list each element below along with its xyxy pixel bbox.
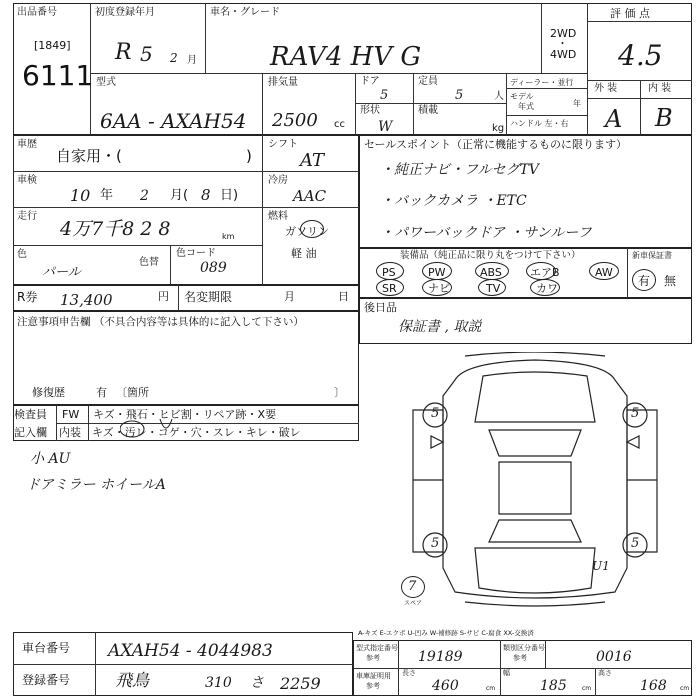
rating-label: 評 価 点	[610, 7, 650, 20]
inspection-month-unit: 月(	[170, 188, 189, 203]
lot-number-label: 出品番号	[17, 7, 57, 18]
registration-era: R	[115, 40, 132, 65]
drive-4wd: 4WD	[550, 48, 577, 61]
equip-pw-circle	[422, 262, 452, 280]
interior-entry-label: 内装	[59, 426, 81, 439]
warranty-no: 無	[664, 274, 677, 288]
fw-text: キズ・飛石・ヒビ割・リペア跡・X要	[93, 408, 277, 421]
inspection-year: 10	[70, 186, 91, 205]
history-value: 自家用・(	[56, 147, 122, 165]
height-unit: cm	[680, 685, 690, 692]
sales-points-label: セールスポイント（正常に機能するものに限ります）	[364, 138, 628, 151]
category-number: 0016	[596, 649, 632, 665]
category-number-label: 類別区分番号	[503, 644, 545, 652]
tire-front-left: 5	[431, 406, 440, 421]
capacity: 5	[455, 88, 464, 103]
color-label: 色	[17, 249, 27, 260]
equip-tv-circle	[478, 279, 506, 296]
color-code: 089	[200, 260, 227, 276]
inspection-day-unit: 日)	[220, 188, 239, 203]
inspection-month: 2	[140, 188, 149, 204]
cert-number-label: 型式指定番号	[356, 644, 398, 652]
equip-tv: TV	[486, 282, 501, 295]
mileage-label: 走行	[17, 211, 37, 222]
history-label: 車歴	[17, 139, 37, 150]
model-year-label: モデル	[510, 92, 534, 101]
notes-label: 注意事項申告欄 （不具合内容等は具体的に記入して下さい）	[17, 316, 304, 328]
width-value: 185	[540, 678, 567, 694]
spare-tire-mark: 7	[408, 579, 417, 594]
equip-navi-circle	[422, 279, 452, 296]
color-code-label: 色コード	[176, 248, 216, 259]
tire-front-right: 5	[631, 406, 640, 421]
year-unit: 年	[573, 99, 581, 108]
ac-label: 冷房	[268, 175, 288, 186]
color-change-label: 色替	[139, 257, 159, 268]
length-unit: cm	[486, 685, 496, 692]
equip-leather: カワ	[536, 282, 558, 295]
displacement: 2500	[272, 110, 318, 131]
handwritten-note-1: 小 AU	[30, 451, 71, 467]
registration-year: 5	[140, 42, 153, 66]
model-code: 6AA - AXAH54	[100, 109, 247, 133]
chassis-label: 車台番号	[22, 641, 71, 655]
inspector-marks	[120, 405, 230, 441]
equip-ps-circle	[376, 262, 404, 280]
sales-point-1: ・純正ナビ・フルセグTV	[380, 162, 539, 178]
equip-ps: PS	[382, 266, 396, 279]
registration-label: 登録番号	[22, 673, 71, 687]
handwritten-note-2: ドアミラー ホイールA	[26, 477, 166, 493]
name-change-month: 月	[284, 290, 295, 303]
shape: W	[378, 119, 393, 135]
equip-pw: PW	[428, 266, 446, 279]
shift-value: AT	[300, 150, 325, 171]
load-unit: kg	[492, 123, 505, 134]
garage-cert-label: 車庫証明用	[356, 672, 391, 680]
sales-point-2: ・バックカメラ ・ETC	[380, 193, 527, 209]
load-label: 積載	[418, 105, 438, 116]
equipment-label: 装備品（純正品に限り丸をつけて下さい）	[400, 250, 581, 261]
cert-number-label2: 参考	[366, 654, 380, 662]
shift-label: シフト	[268, 139, 298, 150]
tire-rear-left: 5	[431, 536, 440, 551]
inspection-year-unit: 年	[100, 188, 114, 203]
tire-rear-right: 5	[631, 536, 640, 551]
vehicle-condition-diagram	[395, 352, 675, 612]
doors-label: ドア	[360, 76, 380, 87]
equip-abs: ABS	[480, 266, 502, 279]
warranty-yes-circle	[632, 269, 656, 291]
after-documents-value: 保証書 , 取説	[398, 319, 482, 335]
exterior-grade: A	[605, 105, 623, 133]
capacity-unit: 人	[494, 91, 504, 102]
equip-leather-circle	[530, 279, 560, 296]
fuel-label: 燃料	[268, 211, 288, 222]
equip-navi: ナビ	[428, 282, 450, 295]
sales-point-3: ・パワーバックドア ・サンルーフ	[380, 225, 592, 241]
displacement-label: 排気量	[268, 77, 298, 88]
recycle-label: R券	[17, 290, 38, 304]
name-grade-label: 車名・グレード	[210, 7, 280, 18]
width-label: 幅	[503, 669, 510, 677]
repair-history-close: 〕	[334, 386, 345, 399]
entry-label: 記入欄	[14, 426, 47, 439]
name-grade: RAV4 HV G	[270, 42, 422, 72]
month-unit: 月	[187, 55, 197, 66]
category-number-label2: 参考	[513, 654, 527, 662]
fuel-gasoline: ガソリン	[285, 225, 329, 238]
name-change-day: 日	[338, 290, 349, 303]
registration-month: 2	[170, 51, 178, 65]
fw-label: FW	[62, 408, 80, 421]
equip-abs-circle	[475, 262, 509, 280]
recycle-value: 13,400	[60, 291, 113, 309]
damage-mark-u1: U1	[592, 559, 610, 573]
interior-label: 内 装	[648, 83, 672, 94]
drive-2wd: 2WD	[550, 27, 577, 40]
length-label: 長さ	[402, 669, 416, 677]
model-label: 型式	[96, 77, 116, 88]
equip-aw: AW	[595, 266, 613, 279]
damage-legend: A-キズ E-エクボ U-凹み W-補修跡 S-サビ C-腐食 XX-交換済	[358, 629, 534, 637]
equip-sr: SR	[382, 282, 397, 295]
repair-history-value: 有	[96, 386, 107, 399]
dealer-label: ディーラー・並行	[510, 78, 574, 87]
doors: 5	[380, 88, 389, 103]
registration-number: 2259	[280, 674, 321, 693]
color-value: パール	[42, 265, 81, 280]
registration-kana: さ	[250, 675, 264, 691]
width-unit: cm	[582, 685, 592, 692]
registration-class: 310	[205, 675, 232, 691]
rating-score: 4.5	[618, 39, 663, 72]
history-close: )	[246, 147, 252, 165]
equip-aw-circle	[589, 262, 619, 280]
spare-tire-label: スペア	[404, 600, 423, 607]
ac-value: AAC	[293, 187, 327, 205]
length-value: 460	[432, 678, 459, 694]
equip-sr-circle	[376, 279, 404, 296]
repair-history-part: 〔箇所	[116, 386, 149, 399]
repair-history-label: 修復歴	[32, 386, 65, 399]
interior-grade: B	[655, 104, 673, 132]
after-documents-label: 後日品	[364, 301, 397, 314]
shape-label: 形状	[360, 105, 380, 116]
mileage-value: 4万7千8 2 8	[60, 218, 171, 240]
warranty-book-label: 新車保証書	[632, 251, 672, 260]
cert-number: 19189	[418, 649, 463, 665]
drive-dot: ・	[557, 37, 568, 50]
lot-number: 6111	[22, 59, 94, 92]
model-year-label2: 年式	[518, 102, 534, 111]
height-value: 168	[640, 678, 667, 694]
first-registration-label: 初度登録年月	[95, 7, 155, 18]
capacity-label: 定員	[418, 76, 438, 87]
interior-entry-text: キズ・汚レ・コゲ・穴・スレ・キレ・破レ	[92, 426, 301, 439]
height-label: 高さ	[598, 669, 612, 677]
inspector-label: 検査員	[14, 408, 47, 421]
displacement-unit: cc	[334, 119, 345, 130]
inspection-day: 8	[201, 186, 211, 204]
recycle-unit: 円	[158, 290, 169, 303]
name-change-label: 名変期限	[184, 290, 233, 304]
fuel-diesel: 軽 油	[291, 247, 317, 260]
inspection-label: 車検	[17, 175, 37, 186]
equip-airbag: エアB	[530, 266, 560, 279]
equip-airbag-circle	[526, 262, 556, 280]
mileage-unit: km	[222, 232, 235, 241]
lot-sub-number: [1849]	[34, 39, 71, 52]
registration-area: 飛鳥	[115, 671, 149, 691]
fuel-gasoline-circle	[300, 220, 324, 238]
warranty-yes: 有	[638, 274, 651, 288]
garage-cert-label2: 参考	[366, 682, 380, 690]
chassis-number: AXAH54 - 4044983	[108, 641, 273, 661]
handle-label: ハンドル 左・右	[510, 119, 569, 128]
exterior-label: 外 装	[594, 83, 618, 94]
